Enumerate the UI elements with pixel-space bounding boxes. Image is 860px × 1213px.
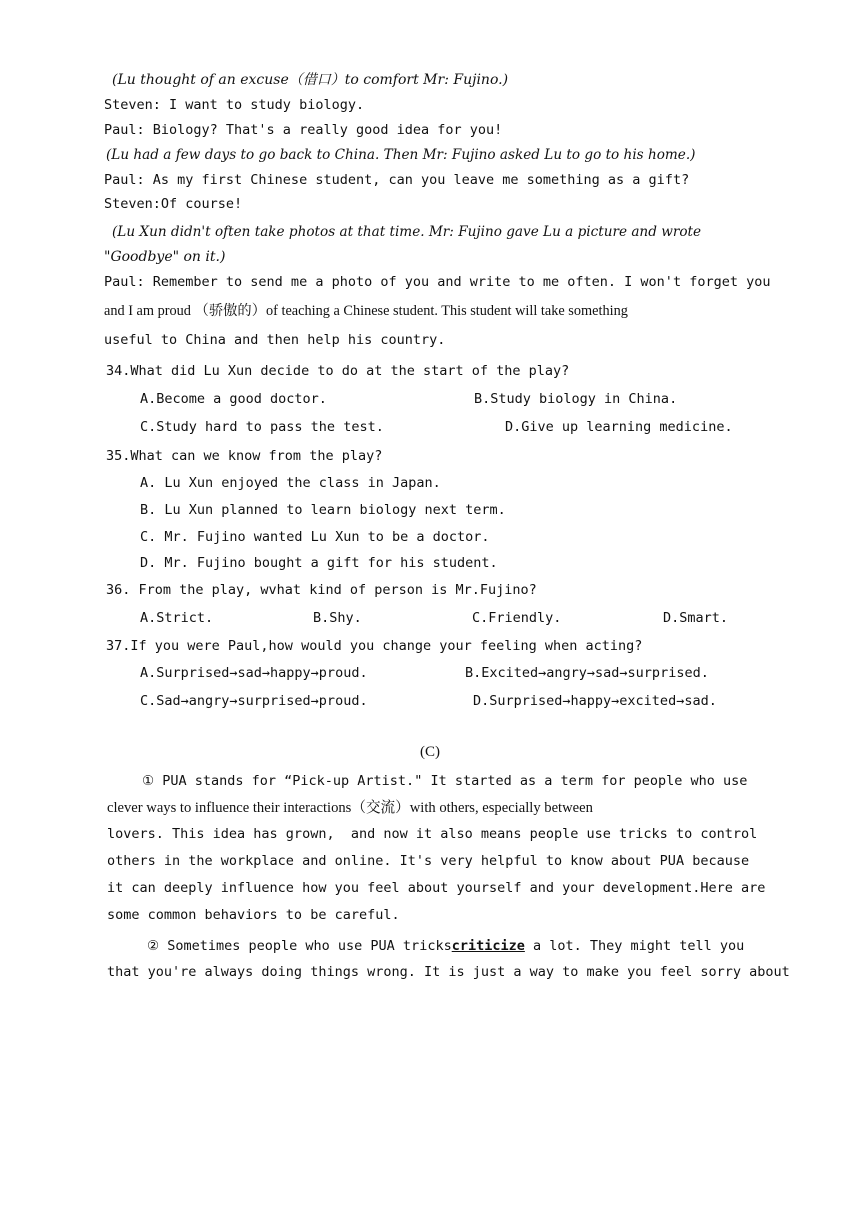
option-d: D.Give up learning medicine. (505, 419, 733, 435)
question-stem: 37.If you were Paul,how would you change your feeling when acting? (106, 638, 643, 654)
paragraph-line (147, 936, 744, 956)
paragraph-line: it can deeply influence how you feel about yourself and your development.Here are (107, 880, 766, 896)
option-c: C.Friendly. (472, 610, 562, 626)
stage-direction: (Lu Xun didn't often take photos at that time. Mr: Fujino gave Lu a picture and wrote (112, 224, 702, 240)
dialogue-line: Paul: As my first Chinese student, can you leave me something as a gift? (104, 172, 690, 188)
paragraph-line: clever ways to influence their interactions（交流）with others, especially between (107, 800, 593, 816)
option-c: C.Sad→angry→surprised→proud. (140, 693, 368, 709)
option-a: A.Become a good doctor. (140, 391, 327, 407)
paragraph-line: lovers. This idea has grown, and now it also means people use tricks to control (107, 826, 758, 842)
stage-direction: (Lu had a few days to go back to China. Then Mr: Fujino asked Lu to go to his home.) (106, 147, 696, 163)
option-d: D.Surprised→happy→excited→sad. (473, 693, 717, 709)
paragraph-line: that you're always doing things wrong. It is just a way to make you feel sorry about (107, 964, 790, 980)
question-stem: 35.What can we know from the play? (106, 448, 383, 464)
option-d: D. Mr. Fujino bought a gift for his student. (140, 555, 498, 571)
underlined-word: criticize (451, 938, 525, 954)
stage-direction: (Lu thought of an excuse（借口）to comfort Mr: Fujino.) (112, 72, 509, 88)
section-heading: (C) (420, 744, 440, 760)
option-b: B.Excited→angry→sad→surprised. (465, 665, 709, 681)
dialogue-line: Paul: Biology? That's a really good idea for you! (104, 122, 503, 138)
dialogue-line: Steven: I want to study biology. (104, 97, 365, 113)
paragraph-line: others in the workplace and online. It's very helpful to know about PUA because (107, 853, 750, 869)
paragraph-line: some common behaviors to be careful. (107, 907, 400, 923)
dialogue-line: useful to China and then help his country. (104, 332, 446, 348)
paragraph-line: ① PUA stands for “Pick-up Artist." It started as a term for people who use (142, 773, 748, 789)
option-b: B.Study biology in China. (474, 391, 678, 407)
option-b: B. Lu Xun planned to learn biology next term. (140, 502, 506, 518)
question-stem: 34.What did Lu Xun decide to do at the start of the play? (106, 363, 570, 379)
dialogue-line: and I am proud （骄傲的）of teaching a Chinese student. This student will take something (104, 303, 628, 319)
option-b: B.Shy. (313, 610, 362, 626)
question-stem: 36. From the play, wvhat kind of person is Mr.Fujino? (106, 582, 537, 598)
option-a: A.Surprised→sad→happy→proud. (140, 665, 368, 681)
option-c: C. Mr. Fujino wanted Lu Xun to be a doctor. (140, 529, 490, 545)
option-a: A.Strict. (140, 610, 214, 626)
dialogue-line: Paul: Remember to send me a photo of you and write to me often. I won't forget you (104, 274, 771, 290)
paragraph-text: ② Sometimes people who use PUA tricks (147, 938, 452, 954)
paragraph-text: a lot. They might tell you (524, 938, 745, 954)
stage-direction: "Goodbye" on it.) (104, 249, 226, 265)
option-d: D.Smart. (663, 610, 729, 626)
dialogue-line: Steven:Of course! (104, 196, 243, 212)
option-c: C.Study hard to pass the test. (140, 419, 384, 435)
option-a: A. Lu Xun enjoyed the class in Japan. (140, 475, 441, 491)
